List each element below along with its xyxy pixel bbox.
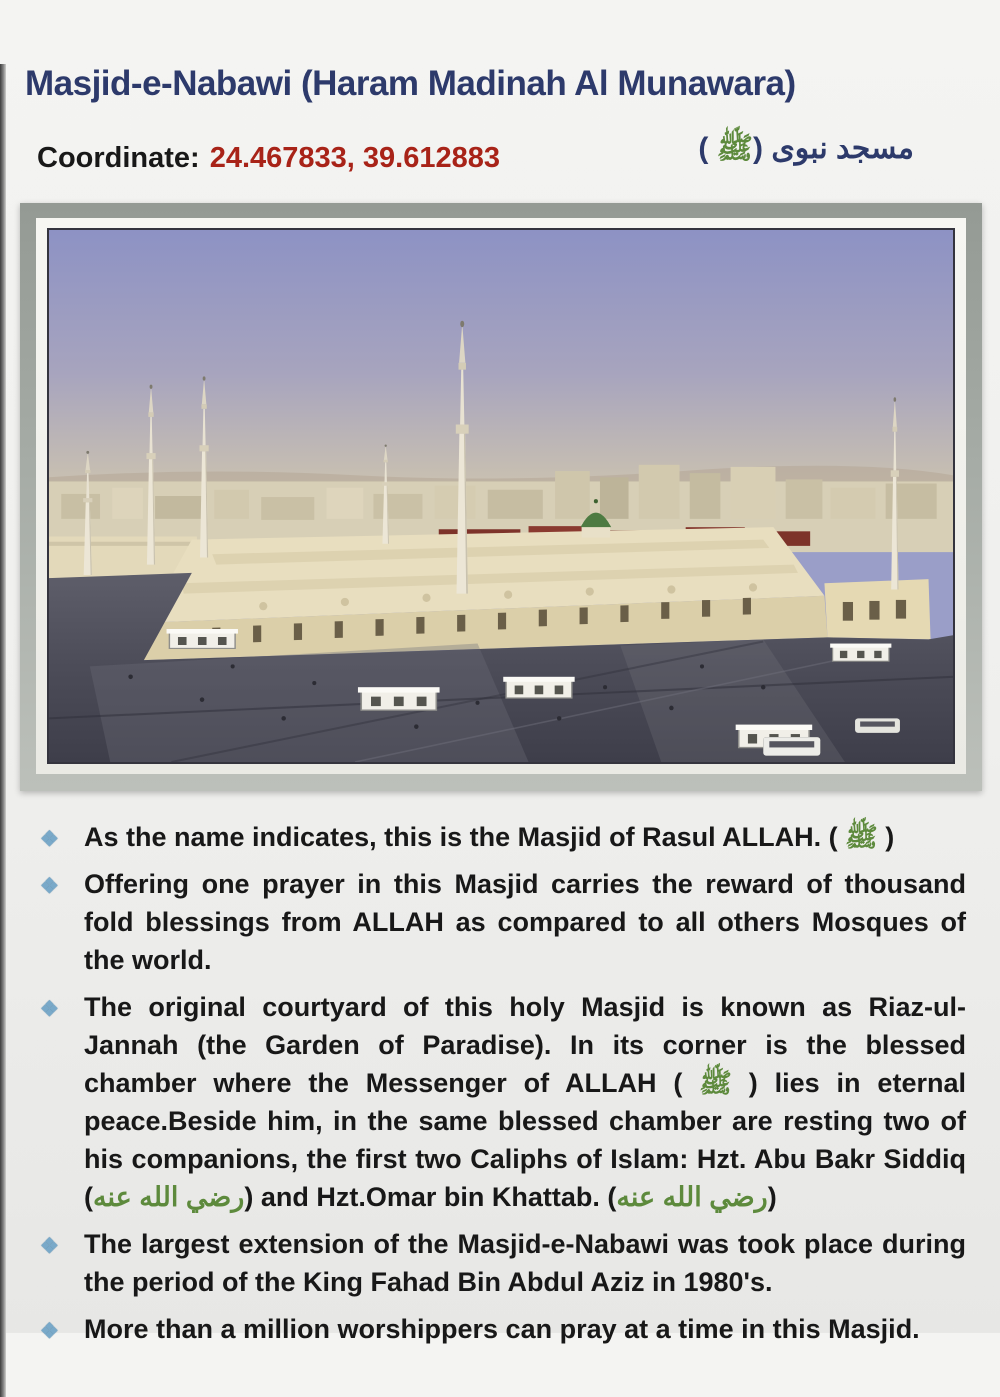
bullet-diamond-icon: ❖: [40, 998, 59, 1021]
photo-mat: [36, 218, 966, 774]
bullet-diamond-icon: ❖: [40, 1235, 59, 1258]
bullet-diamond-icon: ❖: [40, 875, 59, 898]
arabic-honorific: ﷺ: [845, 822, 878, 852]
bullet-item: ❖ More than a million worshippers can pray at a time in this Masjid.: [84, 1310, 966, 1348]
arabic-title: مسجد نبوى (ﷺ ): [698, 132, 914, 165]
subheader-row: [0, 130, 1000, 175]
bullet-item: ❖ The largest extension of the Masjid-e-Nabawi was took place during the period of the King Fahad Bin Abdul Aziz in 1980's.: [40, 1229, 966, 1297]
arabic-honorific: رضي الله عنه: [93, 1182, 245, 1212]
coordinate-line: [37, 142, 500, 175]
bullet-list: [0, 818, 1000, 1348]
coordinate-label: Coordinate:: [37, 142, 200, 174]
bullet-diamond-icon: ❖: [40, 1320, 59, 1343]
photo-frame: [20, 203, 982, 791]
page-title: Masjid-e-Nabawi (Haram Madinah Al Munawara): [25, 64, 796, 103]
arabic-honorific: ﷺ: [699, 1068, 732, 1098]
bullet-item: ❖ As the name indicates, this is the Masjid of Rasul ALLAH. ( ﷺ ): [84, 818, 966, 856]
bullet-item: ❖ Offering one prayer in this Masjid carries the reward of thousand fold blessings from ALLAH as compared to all others Mosques of the world.: [40, 869, 966, 975]
bullet-diamond-icon: ❖: [40, 828, 59, 851]
arabic-honorific: ﷺ: [716, 132, 753, 165]
coordinate-value: 24.467833, 39.612883: [209, 142, 501, 174]
arabic-honorific: رضي الله عنه: [616, 1182, 768, 1212]
masjid-aerial-illustration: [49, 230, 953, 762]
scan-edge-shadow: [0, 64, 6, 1397]
bullet-item: ❖ The original courtyard of this holy Masjid is known as Riaz-ul-Jannah (the Garden of Paradise). In its corner is the blessed chamber where the Messenger of ALLAH ( ﷺ ) lies in eternal peace.Beside him, in the same blessed chamber are resting two of his companions, the first two Caliphs of Islam: Hzt. Abu Bakr Siddiq (رضي الله عنه) and Hzt.Omar bin Khattab. (رضي الله عنه): [40, 992, 966, 1212]
masjid-aerial-photo: [47, 228, 955, 764]
